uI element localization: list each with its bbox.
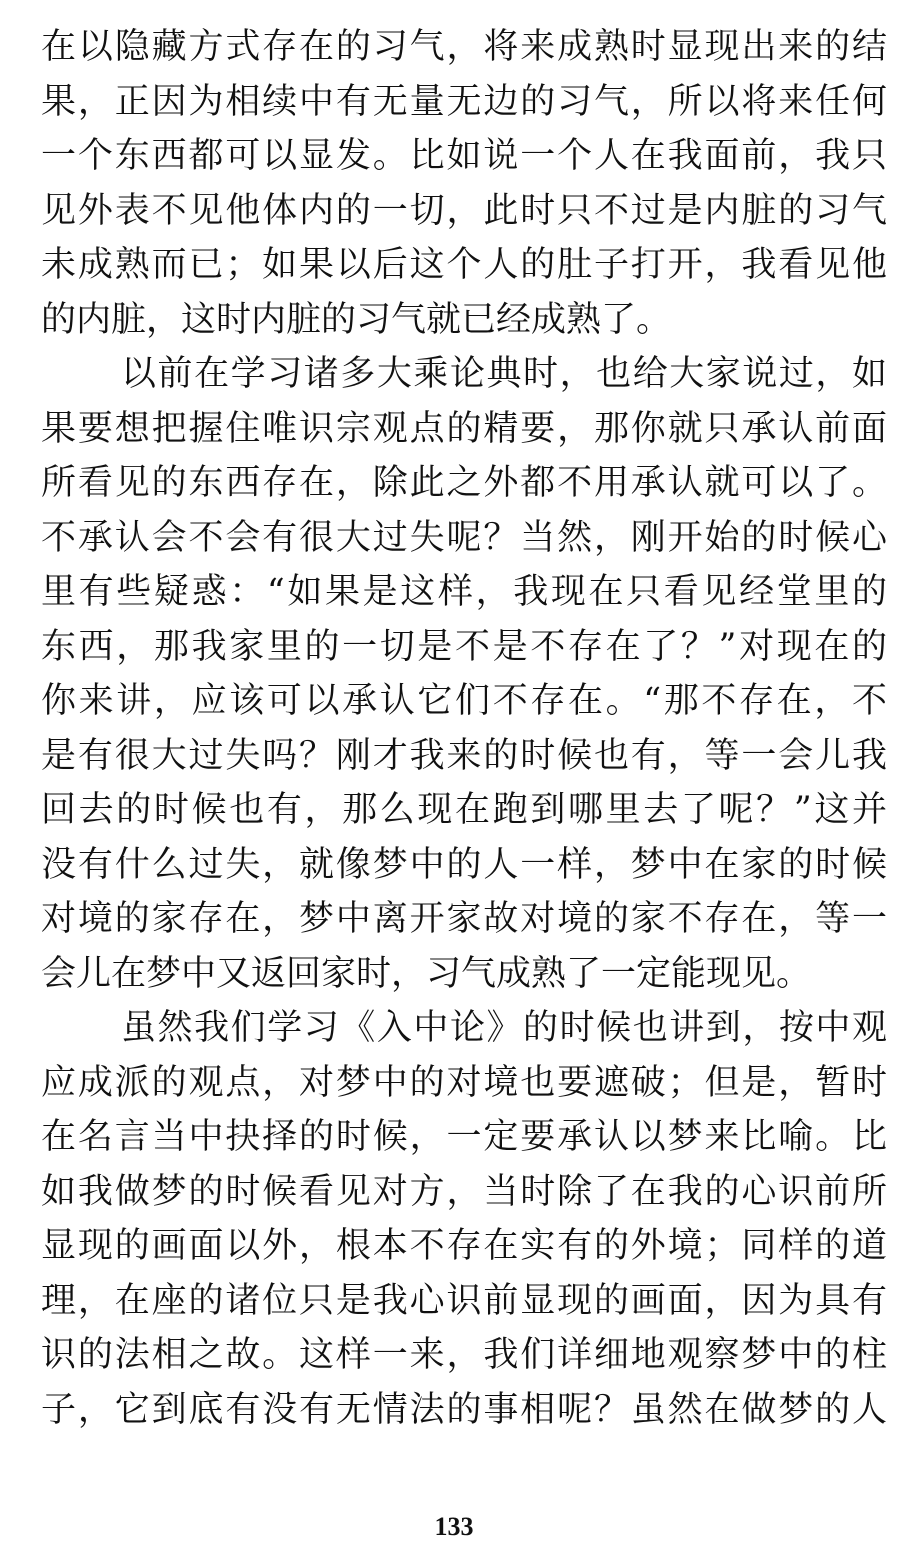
text-line: 识的法相之故。这样一来，我们详细地观察梦中的柱 <box>41 1335 887 1375</box>
text-line: 未成熟而已；如果以后这个人的肚子打开，我看见他 <box>41 245 887 285</box>
text-line: 是有很大过失吗？刚才我来的时候也有，等一会儿我 <box>41 735 887 776</box>
text-line: 没有什么过失，就像梦中的人一样，梦中在家的时候 <box>41 844 887 885</box>
text-line: 不承认会不会有很大过失呢？当然，刚开始的时候心 <box>41 517 887 558</box>
text-line: 如我做梦的时候看见对方，当时除了在我的心识前所 <box>41 1171 887 1212</box>
text-line: 会儿在梦中又返回家时，习气成熟了一定能现见。 <box>41 953 812 994</box>
text-line: 一个东西都可以显发。比如说一个人在我面前，我只 <box>41 136 887 176</box>
paragraph-2 <box>41 347 887 1001</box>
text-line: 应成派的观点，对梦中的对境也要遮破；但是，暂时 <box>41 1062 887 1103</box>
text-line: 果要想把握住唯识宗观点的精要，那你就只承认前面 <box>41 408 887 449</box>
paragraph-3 <box>41 1001 887 1437</box>
text-line: 里有些疑惑：“如果是这样，我现在只看见经堂里的 <box>41 572 887 612</box>
text-line: 见外表不见他体内的一切，此时只不过是内脏的习气 <box>41 190 887 231</box>
text-line: 显现的画面以外，根本不存在实有的外境；同样的道 <box>41 1226 887 1266</box>
text-line: 东西，那我家里的一切是不是不存在了？”对现在的 <box>41 626 887 667</box>
text-line: 虽然我们学习《入中论》的时候也讲到，按中观 <box>121 1008 887 1048</box>
text-line: 子，它到底有没有无情法的事相呢？虽然在做梦的人 <box>41 1389 887 1430</box>
text-line: 在名言当中抉择的时候，一定要承认以梦来比喻。比 <box>41 1117 887 1157</box>
text-line: 你来讲，应该可以承认它们不存在。“那不存在，不 <box>41 681 887 721</box>
text-body <box>41 20 887 1437</box>
text-line: 果，正因为相续中有无量无边的习气，所以将来任何 <box>41 81 887 122</box>
text-line: 的内脏，这时内脏的习气就已经成熟了。 <box>41 299 672 340</box>
text-line: 在以隐藏方式存在的习气，将来成熟时显现出来的结 <box>41 27 887 67</box>
text-line: 理，在座的诸位只是我心识前显现的画面，因为具有 <box>41 1280 887 1321</box>
paragraph-1 <box>41 20 887 347</box>
text-line: 以前在学习诸多大乘论典时，也给大家说过，如 <box>121 354 887 394</box>
text-line: 回去的时候也有，那么现在跑到哪里去了呢？”这并 <box>41 790 887 830</box>
text-line: 所看见的东西存在，除此之外都不用承认就可以了。 <box>41 463 887 503</box>
text-line: 对境的家存在，梦中离开家故对境的家不存在，等一 <box>41 899 887 939</box>
page-number: 133 <box>434 1512 474 1541</box>
